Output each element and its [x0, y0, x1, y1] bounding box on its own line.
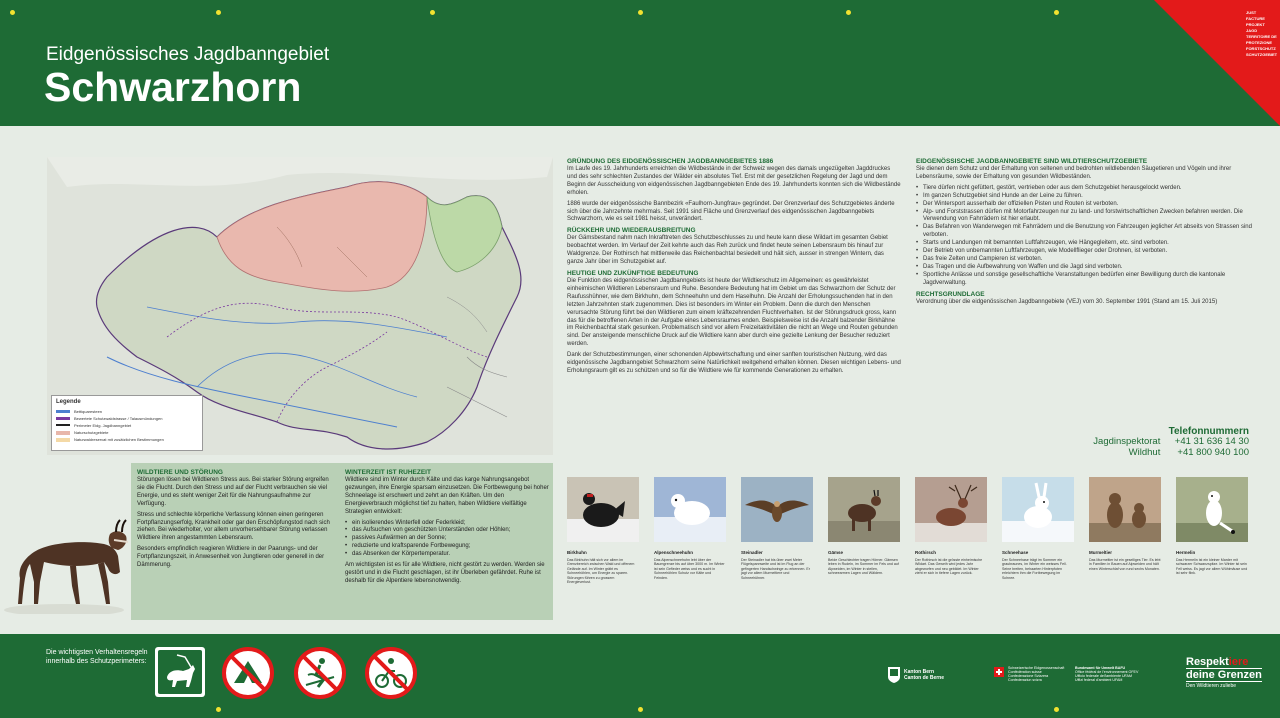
- animal-description: Beide Geschlechter tragen Hörner. Gämsen leben in Rudeln, im Sommer im Fels und auf Alpweiden, im Winter in steilen, schneearmen Lagen und Wäldern.: [828, 558, 899, 576]
- corner-logo: [1154, 0, 1280, 126]
- rules-list: [916, 185, 1252, 288]
- canton-bern-logo-icon: [888, 667, 900, 683]
- animal-card: [828, 477, 900, 617]
- winter-item: • das Aufsuchen von geschützten Unterständen oder Höhlen;: [345, 527, 549, 535]
- decor-dot: [216, 10, 221, 15]
- phone-label: Wildhut: [1128, 446, 1161, 458]
- confederation-line: Confederaziun svizra: [1008, 678, 1042, 682]
- footer-rules-text: Die wichtigsten Verhaltensregeln innerhalb des Schutzperimeters:: [46, 649, 148, 665]
- animal-description: Das Alpenschneehuhn lebt über der Baumgrenze bis auf über 3000 m. Im Winter ist sein Gefieder weiss und es sucht in Schneehöhlen Schutz vor Kälte und Feinden.: [654, 558, 725, 580]
- winter-text: Am wichtigsten ist es für alle Wildtiere, nicht gestört zu werden. Werden sie gestört und in die Flucht geschlagen, ist ihr Überleben gefährdet. Ruhe ist deshalb für die Alpentiere lebensnotwendig.: [345, 562, 545, 584]
- history-text: 1886 wurde der eidgenössische Bannbezirk «Faulhorn-Jungfrau» gegründet. Der Grenzverlauf des Schutzgebietes änderte sich über die Jahrzehnte mehrmals. Seit 1991 sind Fläche und Grenzverlauf des eidgenössischen Jagdbanngebiets Schwarzhorn, wie es seit 1981 heisst, unverändert.: [567, 200, 895, 223]
- rule-item: • Das freie Zelten und Campieren ist verboten.: [916, 256, 1252, 264]
- corner-text: TERRITOIRE DE: [1246, 34, 1277, 39]
- decor-dot: [430, 10, 435, 15]
- animal-name: Rothirsch: [915, 550, 937, 555]
- animal-name: Gämse: [828, 550, 844, 555]
- animal-name: Birkhuhn: [567, 550, 587, 555]
- disturbance-text: Störungen lösen bei Wildtieren Stress aus. Bei starker Störung ergreifen sie die Flucht. Durch den Stress und auf der Flucht verbrauchen sie viel Energie, und es steht weniger Zeit für die Nahrungsaufnahme zur Verfügung.: [137, 477, 329, 507]
- animal-card: [915, 477, 987, 617]
- page-title: Schwarzhorn: [44, 64, 302, 110]
- decor-dot: [10, 10, 15, 15]
- corner-text: PROTEZIONE: [1246, 40, 1273, 45]
- header-subtitle: Eidgenössisches Jagdbanngebiet: [46, 44, 330, 65]
- legal-text: Verordnung über die eidgenössischen Jagdbanngebiete (VEJ) vom 30. September 1991 (Stand am 15. Juli 2015): [916, 298, 1218, 305]
- animal-description: Der Schneehase trägt im Sommer ein graubraunes, im Winter ein weisses Fell. Seine breiten, behaarten Hinterpfoten erleichtern ihm die Fortbewegung im Schnee.: [1002, 558, 1067, 580]
- animal-name: Hermelin: [1176, 550, 1196, 555]
- animal-description: Das Hermelin ist ein kleiner Marder mit schwarzer Schwanzspitze. Im Winter ist sein Fell weiss. Es jagt vor allem Wühlmäuse und ist sehr flink.: [1176, 558, 1248, 576]
- winter-heading: WINTERZEIT IST RUHEZEIT: [345, 469, 431, 476]
- black-grouse-photo: [567, 477, 639, 542]
- rule-item: • Das Tragen und die Aufbewahrung von Waffen und die Jagd sind verboten.: [916, 264, 1252, 272]
- respekt-line-1: [1186, 656, 1262, 668]
- ptarmigan-photo: [654, 477, 726, 542]
- legend-item: [56, 409, 196, 414]
- animal-card: [1002, 477, 1074, 617]
- no-skiing-offpiste-icon: [294, 647, 344, 697]
- animal-name: Steinadler: [741, 550, 763, 555]
- phone-title: Telefonnummern: [1168, 426, 1249, 437]
- protection-intro: Sie dienen dem Schutz und der Erhaltung von seltenen und bedrohten wildlebenden Säugetieren und Vögeln und ihrer Lebensräume, sowie der Erhaltung von gesunden Wildbeständen.: [916, 166, 1232, 180]
- confederation-line: Confederazione Svizzera: [1008, 674, 1049, 678]
- rule-item: • Der Betrieb von unbemannten Luftfahrzeugen, wie Modellflieger oder Drohnen, ist verboten.: [916, 248, 1252, 256]
- phone-label: Jagdinspektorat: [1093, 436, 1161, 447]
- chamois-photo: [828, 477, 900, 542]
- disturbance-heading: WILDTIERE UND STÖRUNG: [137, 469, 223, 476]
- rule-item: • Alp- und Forststrassen dürfen mit Motorfahrzeugen nur zu land- und forstwirtschaftlichen Zwecken befahren werden. Die Verwendung von Fahrrädern ist hier erlaubt.: [916, 209, 1252, 225]
- corner-text: JAGD: [1246, 28, 1258, 33]
- animal-description: Das Murmeltier ist ein geselliges Tier. Es lebt in Familien in Bauen auf Alpweiden und hält einen Winterschlaf von rund sechs Monaten.: [1089, 558, 1161, 571]
- decor-dot: [1054, 10, 1059, 15]
- legend-item: [56, 437, 196, 442]
- decor-dot: [638, 10, 643, 15]
- decor-dot: [846, 10, 851, 15]
- no-mountain-biking-icon: [365, 647, 415, 697]
- disturbance-box: [131, 463, 553, 620]
- mountain-hare-photo: [1002, 477, 1074, 542]
- legend-item-label: Perimeter Eidg. Jagdbanngebiet: [74, 423, 132, 428]
- disturbance-column: [137, 469, 335, 573]
- corner-text: JUST: [1246, 10, 1257, 15]
- animal-card: [1089, 477, 1161, 617]
- legend-item: [56, 430, 196, 435]
- phone-number: +41 800 940 100: [1177, 446, 1249, 458]
- corner-text: FORSTSCHUTZ: [1246, 46, 1276, 51]
- winter-text: Wildtiere sind im Winter durch Kälte und das karge Nahrungsangebot gezwungen, ihre Energie sparsam einzusetzen. Die Fortbewegung bei hoher Schneelage ist erschwert und zehrt an den Kräften. Um den Energieverbrauch möglichst tief zu halten, haben Wildtiere vielfältige Strategien entwickelt:: [345, 477, 549, 515]
- animal-description: Der Rothirsch ist die grösste einheimische Wildart. Das Geweih wird jedes Jahr abgeworfen und neu gebildet. Im Winter zieht er sich in tiefere Lagen zurück.: [915, 558, 983, 576]
- corner-text: FACTURE: [1246, 16, 1265, 21]
- decor-dot: [1054, 707, 1059, 712]
- legal-heading: RECHTSGRUNDLAGE: [916, 290, 985, 298]
- rule-item: • Im ganzen Schutzgebiet sind Hunde an der Leine zu führen.: [916, 193, 1252, 201]
- legend-item-label: Naturschutzgebiete: [74, 430, 109, 435]
- confederation-line: Confédération suisse: [1008, 670, 1042, 674]
- history-text: Im Laufe des 19. Jahrhunderts erreichten die Wildbestände in der Schweiz wegen des damals ungezügelten Jagddruckes und des sehr schlechten Zustandes der Wälder ein absolutes Tief. Erst mit der gesetzlichen Regelung der Jagd und dem Beginn der Ausscheidung von eidgenössischen Jagdbanngebieten Ende des 19. Jahrhunderts konnten sich die Wildbestände erholen.: [567, 166, 901, 196]
- animal-name: Murmeltier: [1089, 550, 1113, 555]
- winter-item: • reduzierte und kraftsparende Fortbewegung;: [345, 543, 549, 551]
- animal-name: Schneehase: [1002, 550, 1029, 555]
- rule-item: • Tiere dürfen nicht gefüttert, gestört, vertrieben oder aus dem Schutzgebiet herausgelockt werden.: [916, 185, 1252, 193]
- marmot-photo: [1089, 477, 1161, 542]
- winter-item: • das Absenken der Körpertemperatur.: [345, 551, 549, 559]
- swiss-flag-icon: [994, 667, 1004, 677]
- red-deer-photo: [915, 477, 987, 542]
- decor-dot: [638, 707, 643, 712]
- corner-text: PROJEKT: [1246, 22, 1265, 27]
- canton-line: Kanton Bern: [904, 669, 934, 675]
- map-legend: [51, 395, 203, 451]
- winter-list: [345, 520, 549, 560]
- return-text: Der Gämsbestand nahm nach Inkrafttreten des Schutzbeschlusses zu und heute kann diese Wildart im gesamten Gebiet beobachtet werden. Im Verlauf der Zeit kehrte auch das Reh zurück und findet heute seinen Lebensraum bis hinauf zur Waldgrenze. Der Rothirsch hat mittlerweile das Reichenbachtal besiedelt und hält sich, ausser in strengen Wintern, das ganze Jahr über im Schutzgebiet auf.: [567, 235, 888, 266]
- bafu-line: Bundesamt für Umwelt BAFU: [1075, 666, 1126, 670]
- decor-dot: [216, 707, 221, 712]
- animal-card: [567, 477, 639, 617]
- corner-text: SCHUTZGEBIET: [1246, 52, 1278, 57]
- respekt-logo: [1186, 656, 1262, 690]
- golden-eagle-photo: [741, 477, 813, 542]
- legend-item: [56, 423, 196, 428]
- phone-row: [1093, 437, 1249, 448]
- protection-column: [916, 158, 1252, 310]
- legend-title: Legende: [56, 399, 81, 405]
- disturbance-text: Stress und schlechte körperliche Verfassung können einen geringeren Fortpflanzungserfolg, Krankheit oder gar den Erschöpfungstod nach sich ziehen. Bei wiederholter, vor allem unvorhersehbarer Störung verlassen Wildtiere ihren angestammten Lebensraum.: [137, 511, 330, 542]
- winter-item: • passives Aufwärmen an der Sonne;: [345, 535, 549, 543]
- phone-numbers: [1093, 426, 1249, 458]
- phone-row: [1093, 448, 1249, 459]
- disturbance-text: Besonders empfindlich reagieren Wildtiere in der Paarungs- und der Fortpflanzungszeit, in Anwesenheit von Jungtieren oder generell in der Dämmerung.: [137, 546, 325, 569]
- significance-text: Dank der Schutzbestimmungen, einer schonenden Alpbewirtschaftung und einer sanften touristischen Nutzung, wird das eidgenössische Jagdbanngebiet Schwarzhorn seine Natürlichkeit weitgehend erhalten können. Diesen wichtigen Lebens- und Erholungsraum gilt es zu schützen und so für die Wildtiere wie für kommende Generationen zu erhalten.: [567, 352, 901, 374]
- dog-on-leash-icon: [155, 647, 205, 697]
- respekt-line-2: deine Grenzen: [1186, 669, 1262, 681]
- animal-name: Alpenschneehuhn: [654, 550, 694, 555]
- respekt-line-3: Den Wildtieren zuliebe: [1186, 683, 1237, 689]
- legend-item-label: Naturwaldreservat mit zusätzlichen Bestimmungen: [74, 437, 164, 442]
- rule-item: • Das Befahren von Wanderwegen mit Fahrrädern und die Benutzung von Fahrzeugen jeglicher Art abseits von Strassen sind verboten.: [916, 224, 1252, 240]
- legend-item-label: Bettiquaresteen: [74, 409, 103, 414]
- significance-heading: HEUTIGE UND ZUKÜNFTIGE BEDEUTUNG: [567, 269, 699, 277]
- animal-description: Das Birkhuhn hält sich vor allem im Grenzbereich zwischen Wald und offenem Gelände auf. Im Winter gräbt es Schneehöhlen, um Energie zu sparen. Störungen führen zu grossem Energieverlust.: [567, 558, 635, 585]
- bafu-line: Office fédéral de l'environnement OFEV: [1075, 670, 1139, 674]
- animal-card: [1176, 477, 1248, 617]
- rule-item: • Der Wintersport ausserhalb der offiziellen Pisten und Routen ist verboten.: [916, 201, 1252, 209]
- animal-card: [654, 477, 726, 617]
- animal-card: [741, 477, 813, 617]
- history-heading: GRÜNDUNG DES EIDGENÖSSISCHEN JAGDBANNGEBIETES 1886: [567, 158, 774, 165]
- legend-item-label: Bewertete Schutzwaldstrasse / Talausmündungen: [74, 416, 163, 421]
- phone-number: +41 31 636 14 30: [1174, 436, 1249, 447]
- rule-item: • Starts und Landungen mit bemannten Luftfahrzeugen, wie Hängegleitern, etc. sind verboten.: [916, 240, 1252, 248]
- protection-heading: EIDGENÖSSISCHE JAGDBANNGEBIETE SIND WILDTIERSCHUTZGEBIETE: [916, 158, 1148, 165]
- animal-description: Der Steinadler hat bis über zwei Meter Flügelspannweite und ist im Flug an der gefingerten Handschwinge zu erkennen. Er jagt vor allem Murmeltiere und Schneehühner.: [741, 558, 810, 580]
- significance-text: Die Funktion des eidgenössischen Jagdbanngebiets ist heute der Wildtierschutz im Allgemeinen: es gewährleistet einheimischen Wildtieren Lebensraum und Ruhe. Besondere Bedeutung hat im Gebiet um das Schwarzhorn der Schutz der Raufusshühner, wie dem Birkhuhn, dem Schneehuhn und dem Haselhuhn. Die Anzahl der Erholungssuchenden hat in den letzten Jahrzehnten stark zugenommen. Dies ist besonders im Winter ein Problem. Denn die durch den Menschen verursachte Störung führt bei den Wildtieren zum einem kräftezehrenden Fluchtverhalten. Ist der Störungsdruck gross, kann das für die betroffenen Arten in der Aufgabe eines Lebensraumes enden. Beispielsweise ist die Anzahl balzender Birkhähne im Reichenbachtal stark gesunken. Problematisch sind vor allem Freizeitaktivitäten die nicht an Wege und Routen gebunden sind. Der ansteigende menschliche Druck auf die Wildtiere kann aber durch eine gezielte Lenkung der Besucher reduziert werden.: [567, 277, 898, 348]
- bafu-line: Ufficio federale dell'ambiente UFAM: [1075, 674, 1132, 678]
- chamois-illustration: [4, 512, 132, 614]
- confederation-line: Schweizerische Eidgenossenschaft: [1008, 666, 1065, 670]
- bafu-line: Uffizi federal d'ambient UFAM: [1075, 678, 1123, 682]
- respekt-word: Respekt: [1186, 656, 1229, 668]
- winter-column: [345, 469, 549, 589]
- winter-item: • ein isolierendes Winterfell oder Federkleid;: [345, 520, 549, 528]
- territory-map: [47, 157, 553, 455]
- stoat-photo: [1176, 477, 1248, 542]
- no-camping-icon: [222, 647, 272, 697]
- respekt-word-accent: iere: [1228, 656, 1249, 668]
- return-heading: RÜCKKEHR UND WIEDERAUSBREITUNG: [567, 227, 696, 235]
- canton-line: Canton de Berne: [904, 675, 945, 681]
- legend-item: [56, 416, 196, 421]
- history-column: [567, 158, 901, 379]
- rule-item: • Sportliche Anlässe und sonstige gesellschaftliche Veranstaltungen bedürfen einer Bewilligung durch die kantonale Jagdverwaltung.: [916, 272, 1252, 288]
